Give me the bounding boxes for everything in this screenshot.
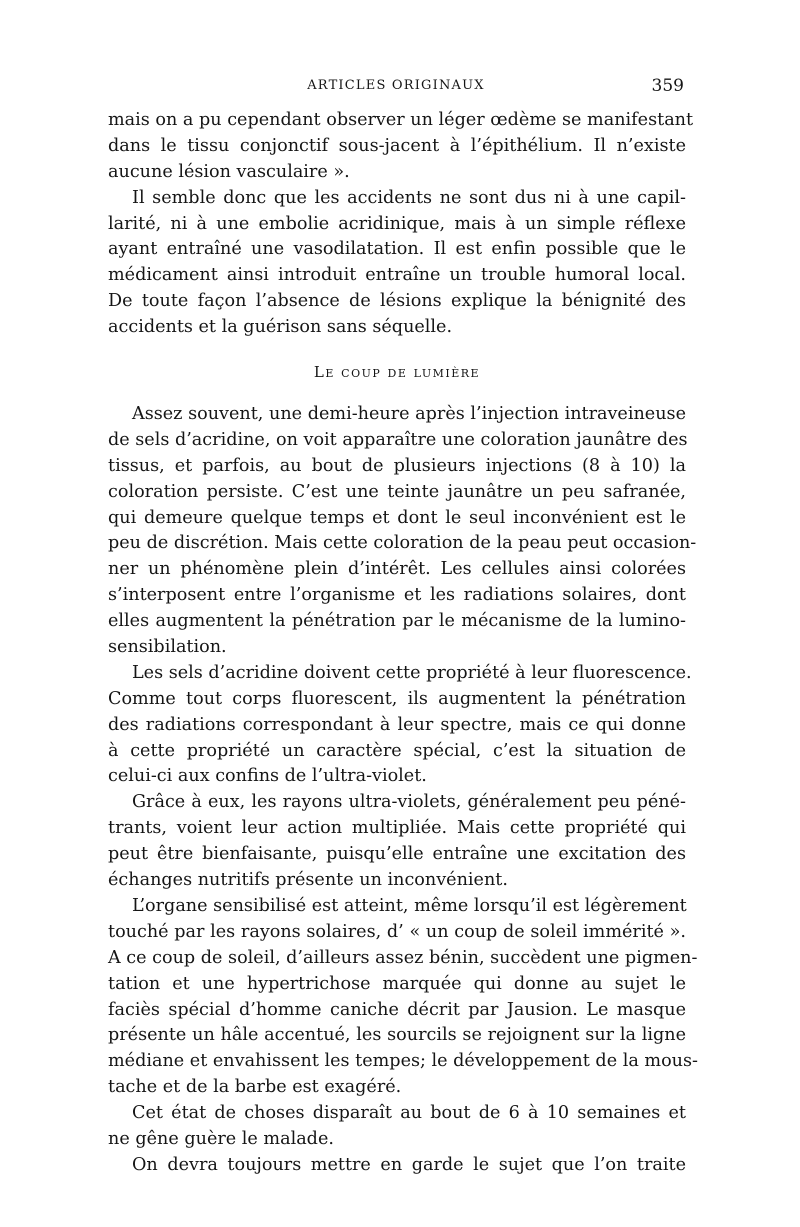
paragraph: [108, 1153, 686, 1179]
text-line: de sels d’acridine, on voit apparaître une coloration jaunâtre des: [108, 429, 688, 450]
text-line: qui demeure quelque temps et dont le seul inconvénient est le: [108, 507, 686, 528]
text-line: Assez souvent, une demi-heure après l’injection intraveineuse: [132, 404, 686, 425]
text-line: peut être bienfaisante, puisqu’elle entraîne une excitation des: [108, 844, 686, 865]
body-text: [108, 108, 698, 1179]
text-line: faciès spécial d’homme caniche décrit par Jausion. Le masque: [108, 999, 686, 1020]
text-line: De toute façon l’absence de lésions explique la bénignité des: [108, 291, 686, 312]
text-line: trants, voient leur action multipliée. Mais cette propriété qui: [108, 818, 686, 839]
text-line: ner un phénomène plein d’intérêt. Les cellules ainsi colorées: [108, 559, 686, 580]
text-line: larité, ni à une embolie acridinique, mais à un simple réflexe: [108, 213, 686, 234]
text-line: médiane et envahissent les tempes; le développement de la mous-: [108, 1051, 698, 1072]
text-line: Comme tout corps fluorescent, ils augmentent la pénétration: [108, 688, 686, 709]
text-line: Il semble donc que les accidents ne sont dus ni à une capil-: [132, 187, 686, 208]
text-line: ayant entraîné une vasodilatation. Il est enfin possible que le: [108, 239, 686, 260]
text-line: mais on a pu cependant observer un léger œdème se manifestant: [108, 110, 694, 130]
paragraph: [108, 1101, 686, 1153]
paragraph: [108, 661, 692, 790]
text-line: médicament ainsi introduit entraîne un trouble humoral local.: [108, 265, 686, 286]
paragraph: [108, 402, 697, 661]
paragraph: [108, 790, 686, 894]
text-line: elles augmentent la pénétration par le mécanisme de la lumino-: [108, 611, 686, 632]
text-line: coloration persiste. C’est une teinte jaunâtre un peu safranée,: [108, 481, 686, 502]
text-line: à cette propriété un caractère spécial, c’est la situation de: [108, 740, 686, 761]
text-line: échanges nutritifs présente un inconvénient.: [108, 870, 508, 891]
text-line: Grâce à eux, les rayons ultra-violets, généralement peu péné-: [132, 792, 686, 813]
text-line: celui-ci aux confins de l’ultra-violet.: [108, 766, 427, 787]
paragraph: [108, 186, 686, 341]
paragraph: [108, 894, 698, 1101]
text-line: aucune lésion vasculaire ».: [108, 161, 350, 182]
text-line: L’organe sensibilisé est atteint, même lorsqu’il est légèrement: [132, 895, 687, 916]
text-line: On devra toujours mettre en garde le sujet que l’on traite: [132, 1154, 686, 1175]
text-line: Cet état de choses disparaît au bout de 6 à 10 semaines et: [132, 1103, 686, 1124]
text-line: sensibilation.: [108, 637, 227, 658]
text-line: peu de discrétion. Mais cette coloration de la peau peut occasion-: [108, 533, 697, 554]
section-heading: Le coup de lumière: [313, 363, 481, 382]
running-head: [108, 76, 684, 96]
text-line: tissus, et parfois, au bout de plusieurs injections (8 à 10) la: [108, 455, 686, 476]
text-line: des radiations correspondant à leur spectre, mais ce qui donne: [108, 714, 686, 735]
text-line: présente un hâle accentué, les sourcils se rejoignent sur la ligne: [108, 1025, 686, 1046]
text-line: accidents et la guérison sans séquelle.: [108, 317, 453, 338]
text-line: touché par les rayons solaires, d’ « un coup de soleil immérité ».: [108, 921, 686, 942]
running-title: ARTICLES ORIGINAUX: [307, 78, 485, 93]
text-line: tation et une hypertrichose marquée qui donne au sujet le: [108, 973, 686, 994]
text-line: ne gêne guère le malade.: [108, 1128, 334, 1149]
text-line: s’interposent entre l’organisme et les radiations solaires, dont: [108, 585, 686, 606]
text-line: A ce coup de soleil, d’ailleurs assez bénin, succèdent une pigmen-: [108, 947, 698, 968]
page-number: 359: [651, 76, 684, 96]
text-line: Les sels d’acridine doivent cette propriété à leur fluorescence.: [132, 662, 692, 683]
paragraph-continuation: [108, 108, 694, 186]
text-line: dans le tissu conjonctif sous-jacent à l’épithélium. Il n’existe: [108, 135, 686, 156]
text-line: tache et de la barbe est exagéré.: [108, 1077, 402, 1098]
